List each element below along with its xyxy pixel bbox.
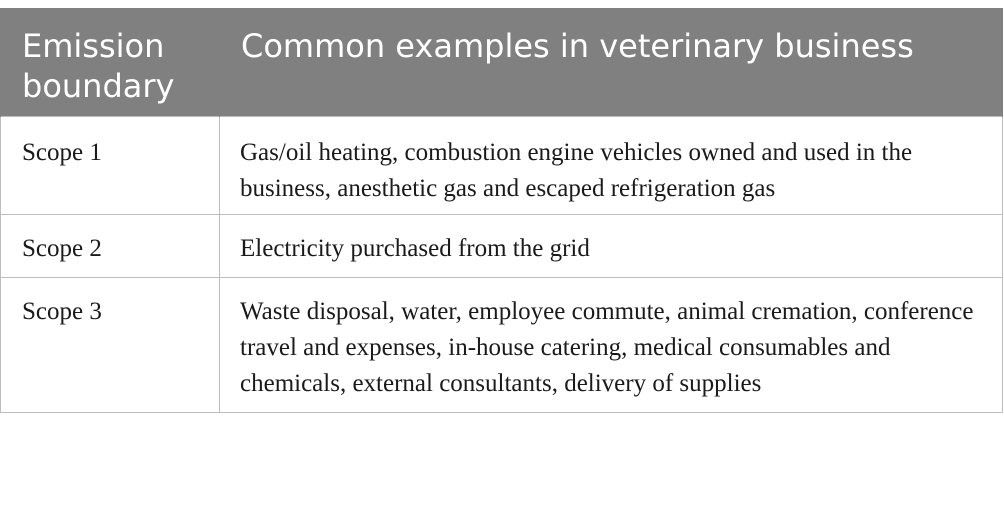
table-row <box>1 117 1003 215</box>
header-row <box>1 8 1003 117</box>
scope-cell: Scope 1 <box>1 117 220 215</box>
examples-cell: Electricity purchased from the grid <box>220 215 1003 278</box>
scope-cell: Scope 3 <box>1 278 220 413</box>
examples-cell: Waste disposal, water, employee commute, animal cremation, conference travel and expenses, in-house catering, medical consumables and chemicals, external consultants, delivery of supplies <box>220 278 1003 413</box>
emissions-table <box>0 8 1003 413</box>
header-emission-boundary: Emission boundary <box>1 8 220 117</box>
examples-cell: Gas/oil heating, combustion engine vehicles owned and used in the business, anesthetic gas and escaped refrigeration gas <box>220 117 1003 215</box>
scope-cell: Scope 2 <box>1 215 220 278</box>
table-header <box>1 8 1003 117</box>
table-row <box>1 278 1003 413</box>
table-body <box>1 117 1003 413</box>
header-common-examples: Common examples in veterinary business <box>220 8 1003 117</box>
table-row <box>1 215 1003 278</box>
